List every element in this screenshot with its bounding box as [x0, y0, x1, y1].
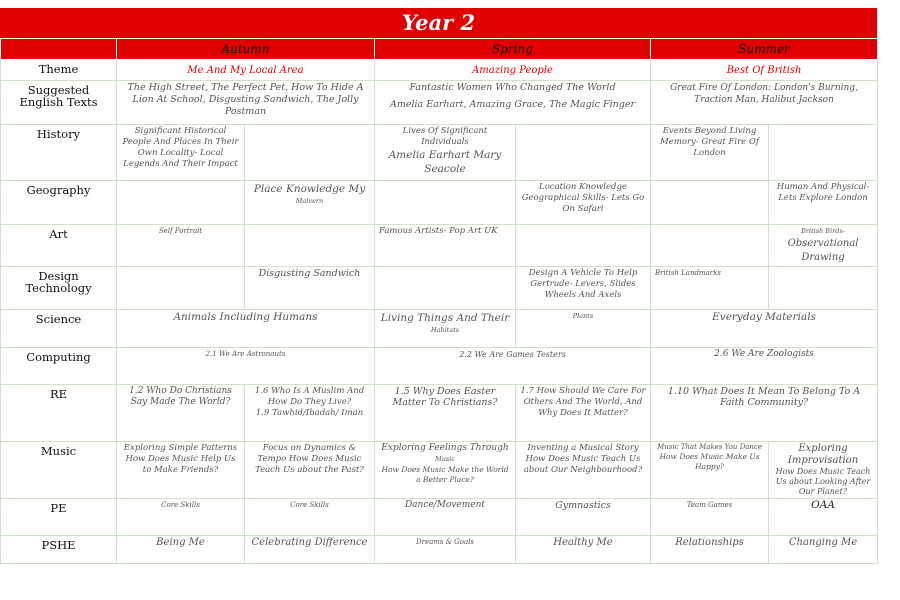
computing-row [1, 348, 878, 385]
art-spring2 [516, 225, 651, 267]
music-row [1, 442, 878, 499]
dt-autumn1 [117, 267, 245, 310]
subject-label: PE [1, 499, 117, 536]
science-spring2 [516, 310, 651, 348]
english-row [1, 81, 878, 125]
history-spring2 [516, 125, 651, 181]
english-spring [375, 81, 651, 125]
history-summer2 [769, 125, 878, 181]
subject-label: Theme [1, 60, 117, 81]
re-autumn2 [245, 385, 375, 442]
pe-row [1, 499, 878, 536]
dt-spring2: Design A Vehicle To Help Gertrude- Levers, Slides Wheels And Axels [516, 267, 651, 310]
music-spring1-line2: Music [435, 455, 455, 463]
subject-label: Computing [1, 348, 117, 385]
history-autumn2 [245, 125, 375, 181]
geography-summer2: Human And Physical- Lets Explore London [769, 181, 878, 225]
curriculum-table [0, 38, 878, 564]
music-spring2: Inventing a Musical Story How Does Music Teach Us about Our Neighbourhood? [516, 442, 651, 499]
art-spring1: Famous Artists- Pop Art UK [375, 225, 516, 267]
english-spring-line1: Fantastic Women Who Changed The World [409, 82, 616, 93]
subject-label: Music [1, 442, 117, 499]
dt-row [1, 267, 878, 310]
music-autumn2: Focus on Dynamics & Tempo How Does Music Teach Us about the Past? [245, 442, 375, 499]
re-autumn2-line1: 1.6 Who Is A Muslim And How Do They Live? [254, 386, 365, 407]
re-autumn1: 1.2 Who Do Christians Say Made The World? [117, 385, 245, 442]
subject-label: Art [1, 225, 117, 267]
subject-label: PSHE [1, 536, 117, 564]
science-spring1 [375, 310, 516, 348]
art-summer2-line1: British Birds- [801, 227, 845, 235]
english-summer: Great Fire Of London: London's Burning, Traction Man, Halibut Jackson [651, 81, 878, 125]
geography-row [1, 181, 878, 225]
theme-row [1, 60, 878, 81]
geography-autumn2-line1: Place Knowledge My [253, 183, 366, 195]
music-summer1-line1: Music That Makes You Dance [657, 443, 762, 451]
science-spring1-line1: Living Things And Their [380, 312, 510, 324]
music-spring1-line3: How Does Music Make the World a Better Place? [381, 465, 509, 484]
subject-label: Science [1, 310, 117, 348]
computing-autumn: 2.1 We Are Astronauts [117, 348, 375, 385]
pshe-spring2: Healthy Me [516, 536, 651, 564]
page-title: Year 2 [0, 8, 877, 38]
history-row [1, 125, 878, 181]
computing-spring: 2.2 We Are Games Testers [375, 348, 651, 385]
music-spring1-line1: Exploring Feelings Through [381, 443, 509, 453]
re-summer: 1.10 What Does It Mean To Belong To A Faith Community? [651, 385, 878, 442]
season-spring: Spring [375, 39, 651, 60]
geography-spring2: Location Knowledge Geographical Skills- Lets Go On Safari [516, 181, 651, 225]
dt-summer2 [769, 267, 878, 310]
corner-cell [1, 39, 117, 60]
theme-autumn: Me And My Local Area [117, 60, 375, 81]
computing-summer: 2.6 We Are Zoologists [651, 348, 878, 385]
art-autumn2 [245, 225, 375, 267]
pe-spring1: Dance/Movement [375, 499, 516, 536]
music-spring1 [375, 442, 516, 499]
science-summer: Everyday Materials [651, 310, 878, 348]
geography-autumn2 [245, 181, 375, 225]
music-summer1-line2: How Does Music Make Us Happy? [659, 452, 760, 471]
pshe-summer1: Relationships [651, 536, 769, 564]
pe-autumn1: Core Skills [117, 499, 245, 536]
pshe-summer2: Changing Me [769, 536, 878, 564]
history-autumn1: Significant Historical People And Places In Their Own Locality- Local Legends And Their Impact [117, 125, 245, 181]
history-spring1 [375, 125, 516, 181]
re-spring1: 1.5 Why Does Easter Matter To Christians? [375, 385, 516, 442]
dt-summer1: British Landmarks [651, 267, 769, 310]
art-row [1, 225, 878, 267]
dt-autumn2: Disgusting Sandwich [245, 267, 375, 310]
pe-spring2: Gymnastics [516, 499, 651, 536]
pshe-spring1: Dreams & Goals [375, 536, 516, 564]
music-summer2-line2: How Does Music Teach Us about Looking After Our Planet? [775, 467, 871, 496]
art-summer2-line2: Observational Drawing [787, 238, 859, 263]
geography-autumn2-line2: Malvern [295, 197, 324, 205]
geography-spring1 [375, 181, 516, 225]
science-spring1-line2: Habitats [430, 326, 460, 334]
subject-label: Geography [1, 181, 117, 225]
history-spring1-line1: Lives Of Significant Individuals [402, 126, 488, 147]
music-summer2 [769, 442, 878, 499]
english-autumn: The High Street, The Perfect Pet, How To Hide A Lion At School, Disgusting Sandwich, The Jolly Postman [117, 81, 375, 125]
history-spring1-line2: Amelia Earhart Mary Seacole [388, 149, 502, 175]
art-summer2 [769, 225, 878, 267]
art-summer1 [651, 225, 769, 267]
science-autumn: Animals Including Humans [117, 310, 375, 348]
art-autumn1: Self Portrait [117, 225, 245, 267]
pe-summer2: OAA [769, 499, 878, 536]
re-row [1, 385, 878, 442]
pe-autumn2: Core Skills [245, 499, 375, 536]
pe-summer1: Team Games [651, 499, 769, 536]
season-summer: Summer [651, 39, 878, 60]
subject-label: Suggested English Texts [1, 81, 117, 125]
theme-summer: Best Of British [651, 60, 878, 81]
geography-summer1 [651, 181, 769, 225]
subject-label: RE [1, 385, 117, 442]
theme-spring: Amazing People [375, 60, 651, 81]
music-summer2-line1: Exploring Improvisation [787, 443, 859, 466]
science-spring2-line1: Plants [572, 312, 594, 320]
season-header-row [1, 39, 878, 60]
pshe-row [1, 536, 878, 564]
pshe-autumn1: Being Me [117, 536, 245, 564]
pshe-autumn2: Celebrating Difference [245, 536, 375, 564]
subject-label: Design Technology [1, 267, 117, 310]
music-autumn1: Exploring Simple Patterns How Does Music Help Us to Make Friends? [117, 442, 245, 499]
history-summer1: Events Beyond Living Memory- Great Fire Of London [651, 125, 769, 181]
science-row [1, 310, 878, 348]
re-autumn2-line2: 1.9 Tawhid/Ibadah/ Iman [255, 408, 364, 418]
english-spring-line2: Amelia Earhart, Amazing Grace, The Magic Finger [389, 99, 636, 110]
subject-label: History [1, 125, 117, 181]
dt-spring1 [375, 267, 516, 310]
re-spring2: 1.7 How Should We Care For Others And The World, And Why Does It Matter? [516, 385, 651, 442]
music-summer1 [651, 442, 769, 499]
geography-autumn1 [117, 181, 245, 225]
season-autumn: Autumn [117, 39, 375, 60]
